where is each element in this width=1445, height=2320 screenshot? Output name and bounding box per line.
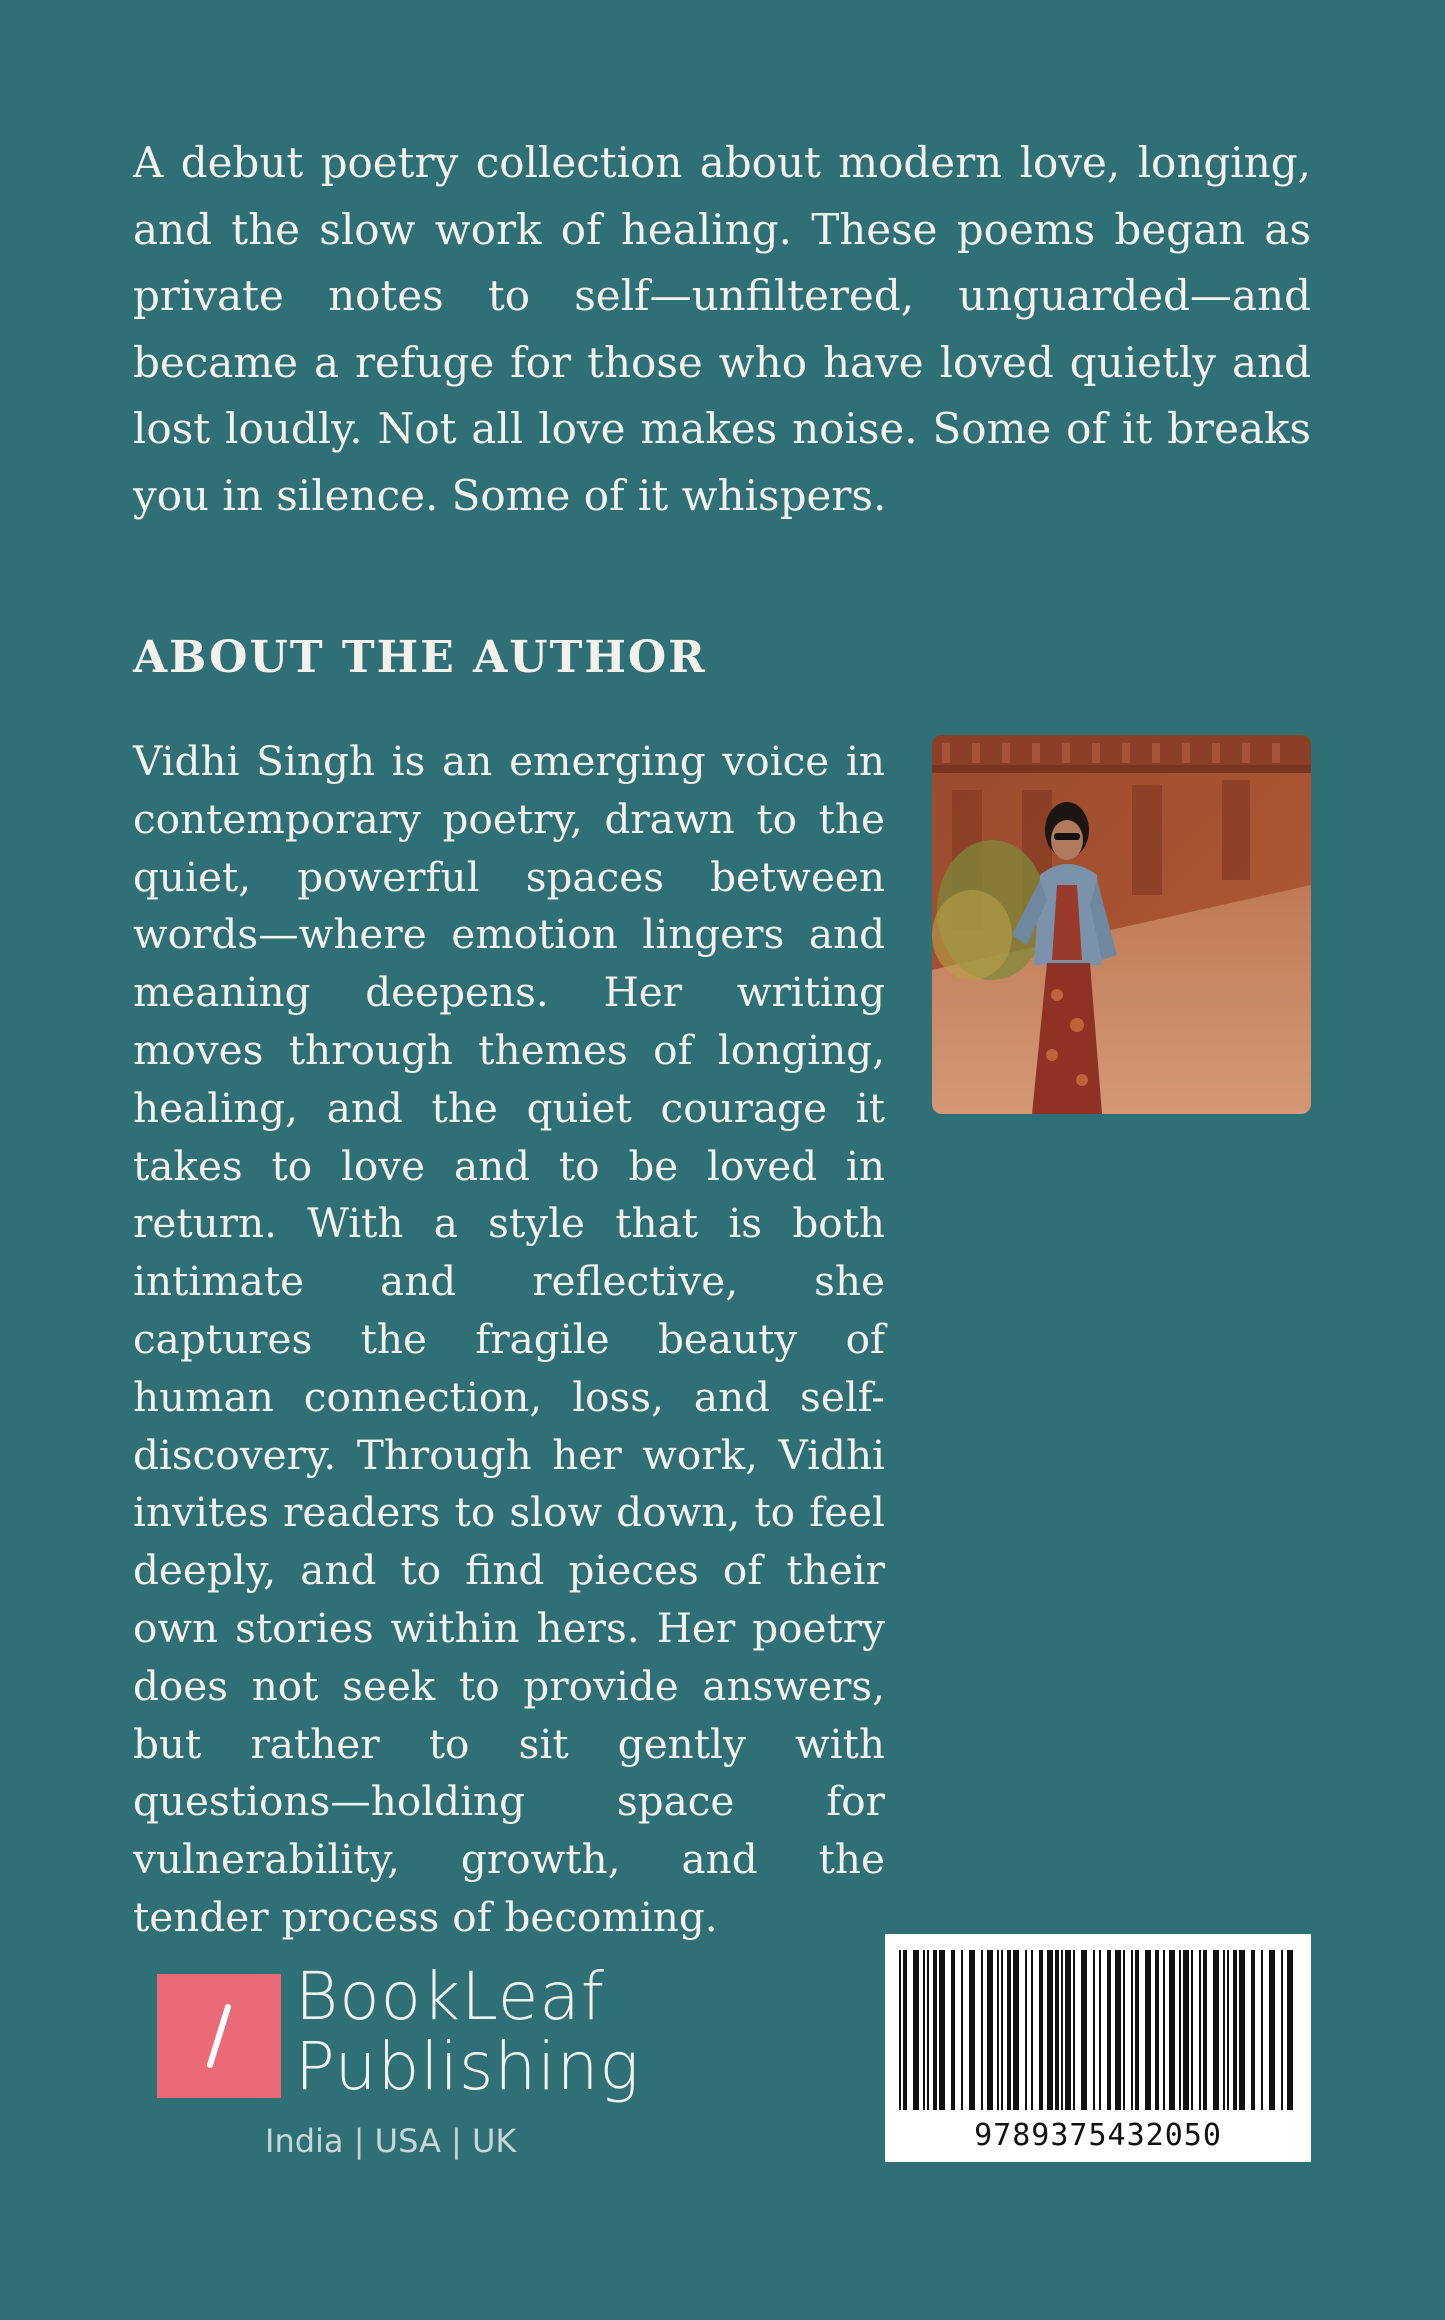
barcode-bar [1073,1950,1075,2110]
barcode-bar [1199,1950,1201,2110]
author-photo [932,735,1311,1114]
publisher-name-line2: Publishing [295,2028,641,2105]
barcode-bar [903,1950,907,2110]
barcode-bar [923,1950,925,2110]
barcode-bar [927,1950,929,2110]
barcode-bar [913,1950,919,2110]
barcode-bar [1287,1950,1293,2110]
barcode-bar [1047,1950,1053,2110]
slash-logo-icon [157,1974,281,2098]
barcode-bar [969,1950,975,2110]
barcode-bar [1135,1950,1139,2110]
book-blurb: A debut poetry collection about modern love, longing, and the slow work of healing. These poems began as private notes to self—unfiltered, unguarded—and became a refuge for those who have loved quietly and lost loudly. Not all love makes noise. Some of it breaks you in silence. Some of it whispers. [133,138,1311,520]
barcode-bar [1213,1950,1219,2110]
barcode-bar [1025,1950,1027,2110]
barcode-bar [939,1950,945,2110]
barcode-bar [1191,1950,1193,2110]
barcode-bar [1001,1950,1003,2110]
publisher-name [295,1958,641,2105]
barcode-bar [1183,1950,1189,2110]
barcode-bar [1055,1950,1059,2110]
barcode-bar [1233,1950,1237,2110]
barcode-bar [933,1950,937,2110]
barcode-bar [1155,1950,1159,2110]
barcode-bar [1061,1950,1063,2110]
barcode-bar [951,1950,955,2110]
author-bio: Vidhi Singh is an emerging voice in contemporary poetry, drawn to the quiet, powerful spaces between words—where emotion lingers and meaning deepens. Her writing moves through themes of longing, healing, and the quiet courage it takes to love and to be loved in return. With a style that is both intimate and reflective, she captures the fragile beauty of human connection, loss, and self-discovery. Through her work, Vidhi invites readers to slow down, to feel deeply, and to find pieces of their own stories within hers. Her poetry does not seek to provide answers, but rather to sit gently with questions—holding space for vulnerability, growth, and the tender process of becoming. [133,737,885,1941]
barcode-bar [1007,1950,1011,2110]
barcode-bar [961,1950,963,2110]
barcode-bar [1179,1950,1181,2110]
barcode-bar [997,1950,999,2110]
barcode-bar [1269,1950,1275,2110]
barcode-bars [885,1934,1311,2114]
barcode-bar [1093,1950,1095,2110]
about-author-heading: ABOUT THE AUTHOR [133,632,707,683]
barcode-bar [899,1950,901,2110]
publisher-regions: India | USA | UK [265,2122,517,2160]
barcode-bar [1039,1950,1043,2110]
barcode-bar [1163,1950,1165,2110]
barcode-bar [987,1950,993,2110]
barcode-bar [1281,1950,1283,2110]
barcode-bar [1169,1950,1175,2110]
barcode-bar [1251,1950,1255,2110]
barcode-bar [1031,1950,1033,2110]
isbn-barcode [885,1934,1311,2162]
barcode-bar [1203,1950,1207,2110]
isbn-number: 9789375432050 [974,2118,1222,2153]
barcode-bar [1131,1950,1133,2110]
barcode-bar [1145,1950,1151,2110]
barcode-bar [1013,1950,1019,2110]
barcode-bar [1227,1950,1229,2110]
barcode-bar [1099,1950,1101,2110]
barcode-bar [1261,1950,1263,2110]
barcode-bar [1223,1950,1225,2110]
barcode-bar [1081,1950,1087,2110]
barcode-bar [1115,1950,1121,2110]
barcode-bar [1107,1950,1111,2110]
barcode-bar [1123,1950,1125,2110]
barcode-bar [1065,1950,1071,2110]
publisher-name-line1: BookLeaf [295,1958,606,2035]
barcode-bar [981,1950,983,2110]
barcode-bar [1239,1950,1245,2110]
